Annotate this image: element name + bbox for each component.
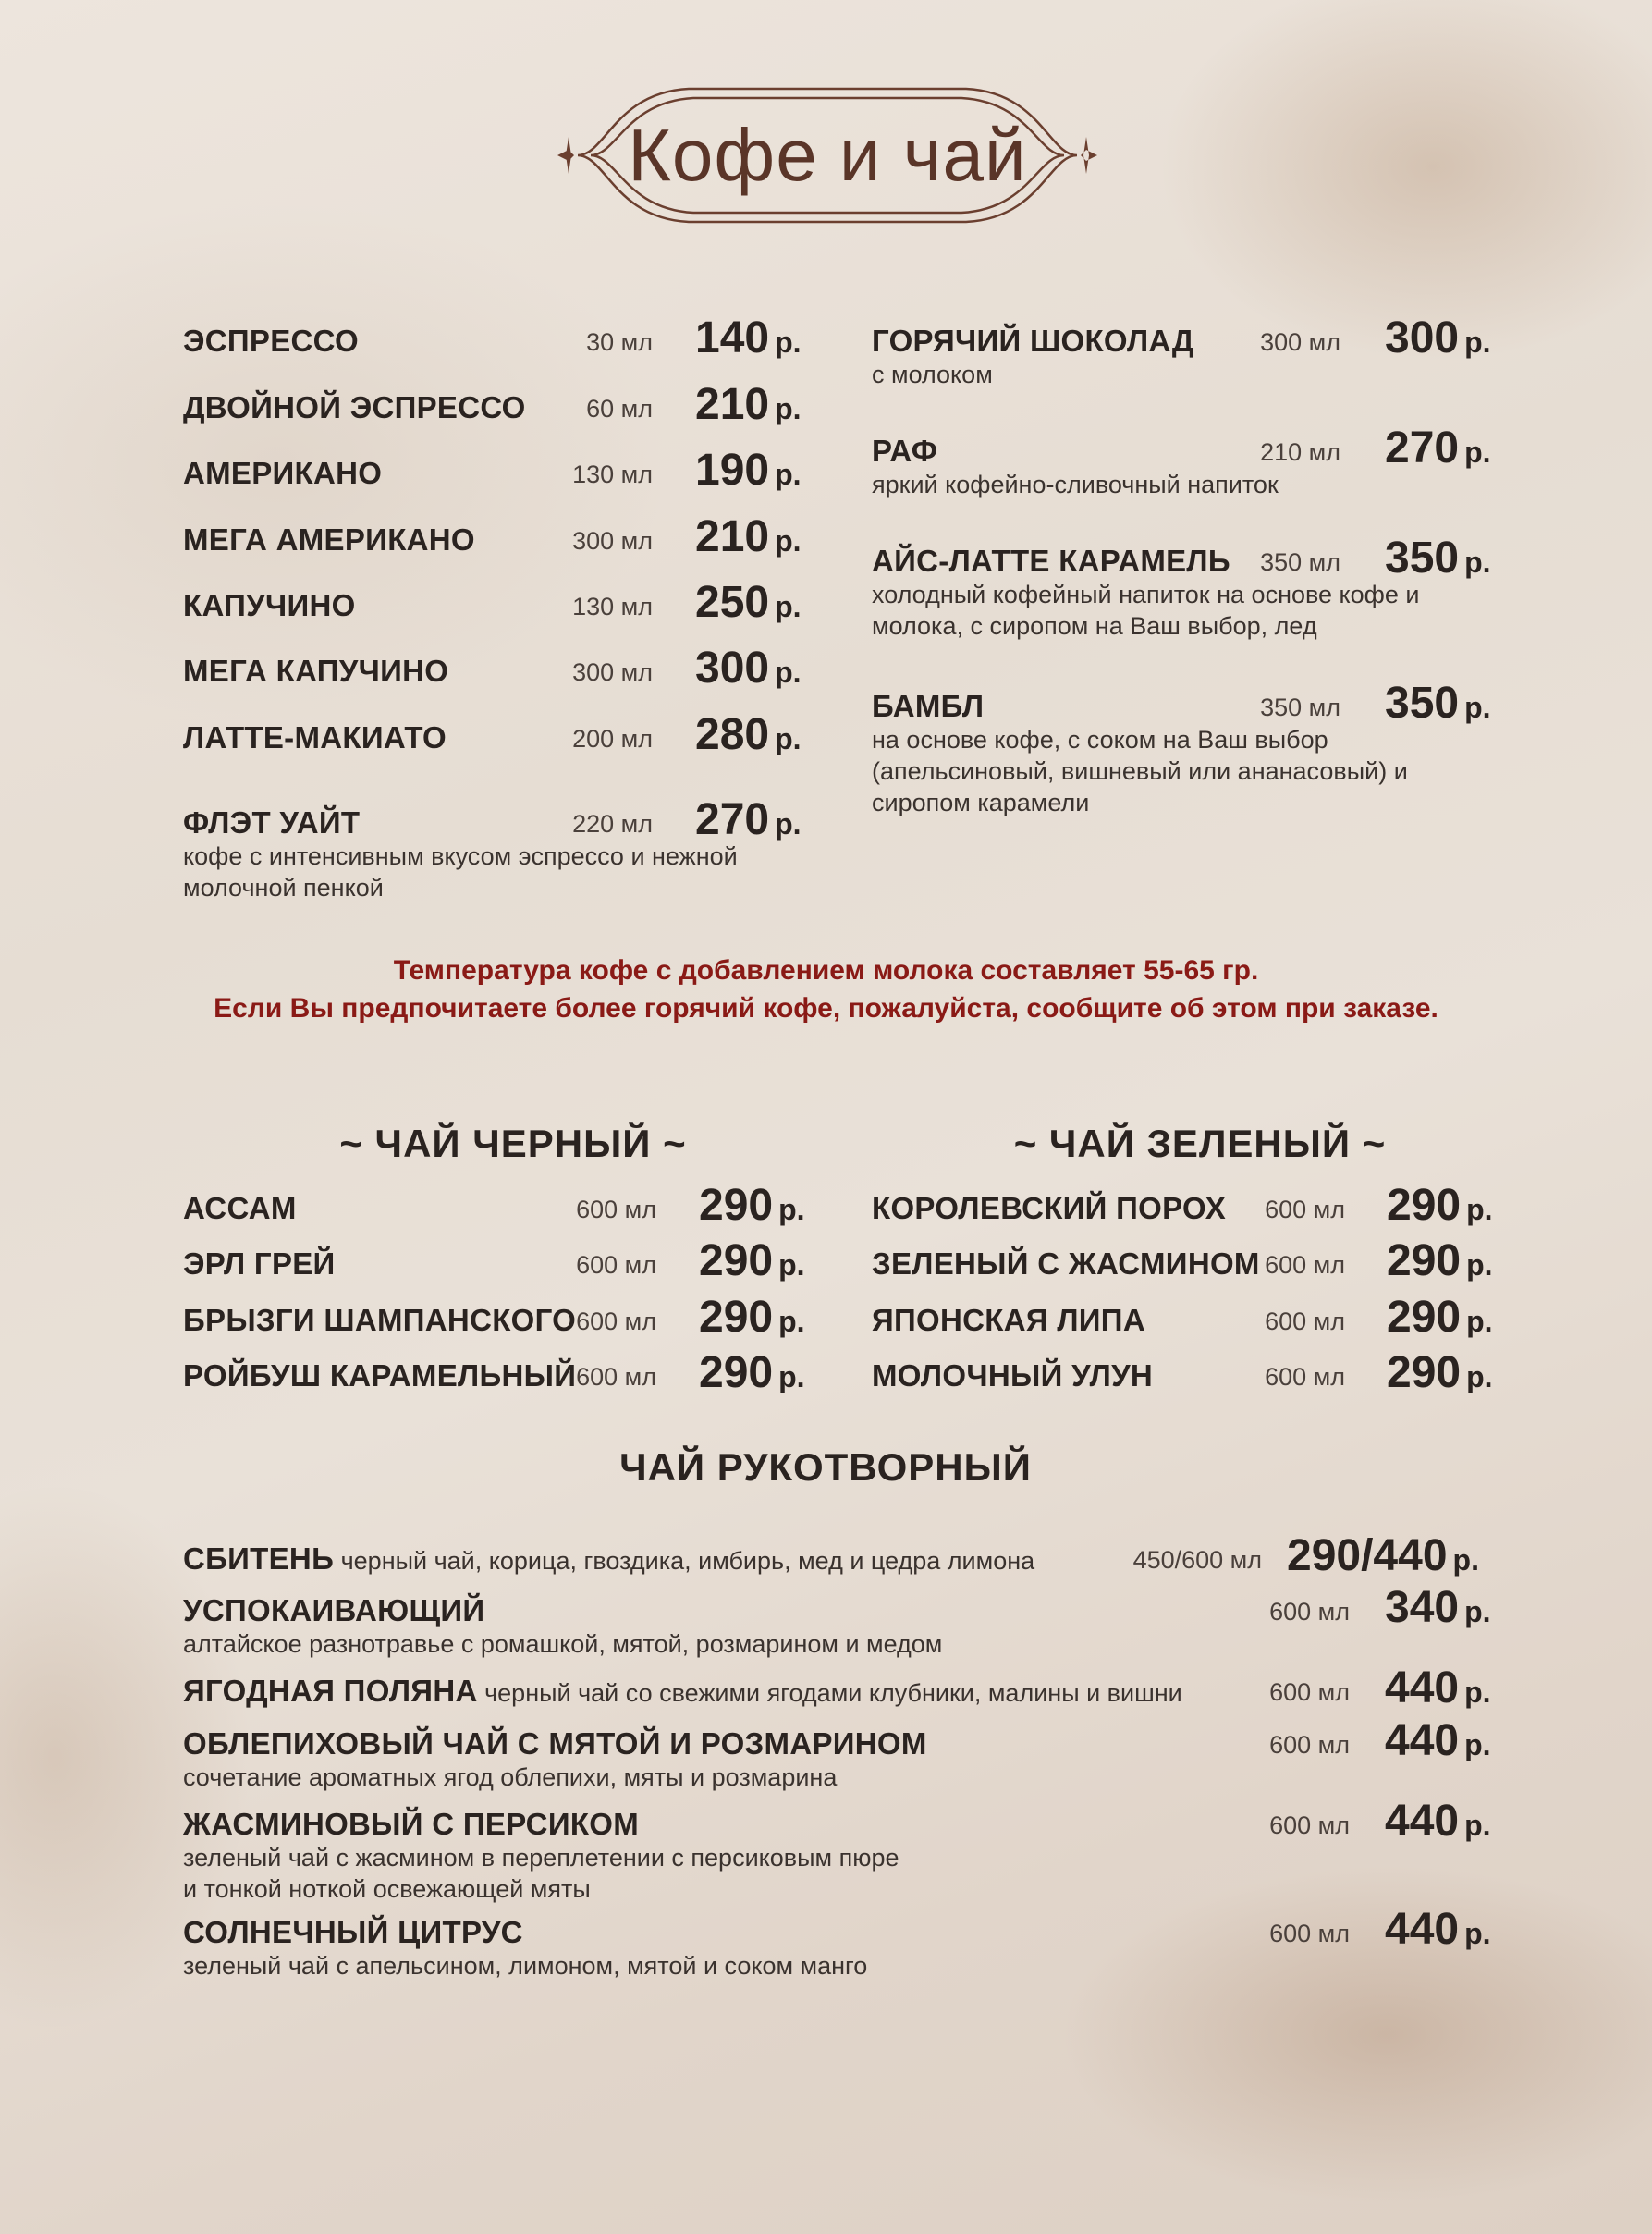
item-volume: 600 мл [1269, 1811, 1350, 1839]
price-value: 350 [1385, 534, 1460, 583]
green-tea-title: ~ ЧАЙ ЗЕЛЕНЫЙ ~ [1013, 1122, 1387, 1165]
item-price [1387, 1180, 1493, 1231]
price-currency: р. [1464, 436, 1491, 469]
item-description: (апельсиновый, вишневый или ананасовый) и [872, 757, 1408, 785]
item-name: АМЕРИКАНО [183, 456, 383, 490]
price-currency: р. [1466, 1248, 1493, 1282]
item-volume: 600 мл [576, 1196, 656, 1223]
item-volume: 220 мл [572, 810, 653, 838]
price-value: 190 [695, 446, 770, 495]
item-volume: 600 мл [1265, 1251, 1345, 1279]
price-currency: р. [1466, 1305, 1493, 1338]
item-price [695, 445, 802, 496]
price-value: 290/440 [1287, 1531, 1448, 1580]
item-volume: 300 мл [1260, 328, 1340, 356]
item-price [1385, 1582, 1491, 1633]
item-name: БРЫЗГИ ШАМПАНСКОГО [183, 1303, 577, 1337]
item-name: АССАМ [183, 1191, 297, 1225]
item-price [1387, 1347, 1493, 1398]
item-name: МЕГА АМЕРИКАНО [183, 522, 475, 557]
item-description: зеленый чай с апельсином, лимоном, мятой и соком манго [183, 1952, 868, 1980]
price-currency: р. [778, 1193, 805, 1226]
price-value: 290 [1387, 1293, 1462, 1342]
item-price [699, 1292, 805, 1343]
item-price [1385, 1904, 1491, 1955]
price-value: 300 [1385, 313, 1460, 362]
item-price [695, 511, 802, 562]
item-price [1387, 1235, 1493, 1286]
item-name: ГОРЯЧИЙ ШОКОЛАД [872, 324, 1194, 358]
price-currency: р. [1464, 1917, 1491, 1950]
item-volume: 600 мл [1269, 1731, 1350, 1759]
price-currency: р. [1464, 1809, 1491, 1842]
price-value: 290 [699, 1348, 774, 1397]
item-name: ФЛЭТ УАЙТ [183, 805, 361, 840]
item-description: с молоком [872, 361, 993, 388]
price-value: 270 [1385, 423, 1460, 473]
price-value: 290 [1387, 1181, 1462, 1230]
item-volume: 600 мл [1269, 1920, 1350, 1947]
item-volume: 300 мл [572, 658, 653, 686]
item-description: сиропом карамели [872, 789, 1090, 816]
item-name: ЗЕЛЕНЫЙ С ЖАСМИНОМ [872, 1246, 1260, 1281]
price-value: 350 [1385, 679, 1460, 728]
item-description: молочной пенкой [183, 874, 384, 902]
item-volume: 600 мл [576, 1363, 656, 1391]
price-currency: р. [1464, 1728, 1491, 1761]
item-description: молока, с сиропом на Ваш выбор, лед [872, 612, 1317, 640]
item-name: РАФ [872, 434, 938, 468]
item-price [699, 1347, 805, 1398]
item-volume: 350 мл [1260, 548, 1340, 576]
price-value: 440 [1385, 1716, 1460, 1765]
item-price [695, 794, 802, 845]
item-price [1385, 1663, 1491, 1713]
item-volume: 600 мл [1265, 1196, 1345, 1223]
item-volume: 600 мл [1269, 1598, 1350, 1626]
item-name: ЯПОНСКАЯ ЛИПА [872, 1303, 1145, 1337]
price-value: 290 [699, 1293, 774, 1342]
item-description: зеленый чай с жасмином в переплетении с персиковым пюре [183, 1844, 899, 1872]
price-currency: р. [775, 458, 802, 491]
item-price [1287, 1530, 1479, 1581]
price-value: 210 [695, 512, 770, 561]
item-name: РОЙБУШ КАРАМЕЛЬНЫЙ [183, 1358, 577, 1393]
price-currency: р. [775, 524, 802, 558]
item-volume: 450/600 мл [1132, 1546, 1262, 1574]
item-name: УСПОКАИВАЮЩИЙ [183, 1593, 485, 1627]
item-volume: 30 мл [586, 328, 653, 356]
black-tea-title: ~ ЧАЙ ЧЕРНЫЙ ~ [339, 1122, 687, 1165]
item-volume: 210 мл [1260, 438, 1340, 466]
item-price [1385, 423, 1491, 473]
price-currency: р. [1464, 546, 1491, 579]
item-price [1385, 1796, 1491, 1847]
price-value: 440 [1385, 1797, 1460, 1846]
price-value: 290 [699, 1181, 774, 1230]
item-description: холодный кофейный напиток на основе кофе и [872, 581, 1420, 608]
price-value: 140 [695, 313, 770, 362]
price-value: 210 [695, 380, 770, 429]
price-currency: р. [775, 656, 802, 689]
handmade-tea-title: ЧАЙ РУКОТВОРНЫЙ [619, 1445, 1032, 1489]
item-price [699, 1180, 805, 1231]
item-name: ДВОЙНОЙ ЭСПРЕССО [183, 390, 526, 424]
price-currency: р. [775, 325, 802, 359]
item-name: ЭРЛ ГРЕЙ [183, 1246, 336, 1281]
price-currency: р. [775, 392, 802, 425]
item-name: МЕГА КАПУЧИНО [183, 654, 449, 688]
item-name: АЙС-ЛАТТЕ КАРАМЕЛЬ [872, 544, 1230, 578]
item-volume: 130 мл [572, 593, 653, 620]
item-volume: 200 мл [572, 725, 653, 753]
item-volume: 350 мл [1260, 694, 1340, 721]
price-currency: р. [1466, 1193, 1493, 1226]
price-currency: р. [775, 722, 802, 755]
item-volume: 600 мл [1265, 1307, 1345, 1335]
item-volume: 600 мл [576, 1251, 656, 1279]
item-description: кофе с интенсивным вкусом эспрессо и нежной [183, 842, 738, 870]
notice-line-2: Если Вы предпочитаете более горячий кофе, пожалуйста, сообщите об этом при заказе. [214, 993, 1438, 1024]
title-frame [550, 72, 1105, 239]
price-currency: р. [775, 807, 802, 841]
item-price [1385, 678, 1491, 729]
item-name: ОБЛЕПИХОВЫЙ ЧАЙ С МЯТОЙ И РОЗМАРИНОМ [183, 1726, 927, 1761]
price-currency: р. [1464, 691, 1491, 724]
item-price [1385, 1715, 1491, 1766]
item-name: КАПУЧИНО [183, 588, 356, 622]
item-name: СБИТЕНЬ черный чай, корица, гвоздика, имбирь, мед и цедра лимона [183, 1541, 1035, 1576]
item-description: яркий кофейно-сливочный напиток [872, 471, 1279, 498]
price-value: 440 [1385, 1663, 1460, 1712]
price-currency: р. [1466, 1360, 1493, 1393]
item-price [695, 709, 802, 760]
notice-line-1: Температура кофе с добавлением молока составляет 55-65 гр. [393, 955, 1259, 986]
item-volume: 600 мл [1269, 1678, 1350, 1706]
price-currency: р. [775, 590, 802, 623]
item-volume: 130 мл [572, 460, 653, 488]
price-currency: р. [1452, 1543, 1479, 1577]
item-description: алтайское разнотравье с ромашкой, мятой, розмарином и медом [183, 1630, 943, 1658]
item-inline-description: черный чай, корица, гвоздика, имбирь, мед и цедра лимона [334, 1547, 1035, 1575]
item-name: СОЛНЕЧНЫЙ ЦИТРУС [183, 1915, 523, 1949]
item-price [699, 1235, 805, 1286]
item-name: ЯГОДНАЯ ПОЛЯНА черный чай со свежими ягодами клубники, малины и вишни [183, 1674, 1182, 1708]
item-name: ЛАТТЕ-МАКИАТО [183, 720, 447, 755]
item-name: КОРОЛЕВСКИЙ ПОРОХ [872, 1191, 1227, 1225]
price-value: 280 [695, 710, 770, 759]
item-name: МОЛОЧНЫЙ УЛУН [872, 1358, 1154, 1393]
item-volume: 600 мл [1265, 1363, 1345, 1391]
item-price [695, 313, 802, 363]
price-value: 340 [1385, 1583, 1460, 1632]
price-value: 290 [699, 1236, 774, 1285]
item-volume: 60 мл [586, 395, 653, 423]
item-price [695, 577, 802, 628]
item-name: БАМБЛ [872, 689, 985, 723]
price-value: 300 [695, 644, 770, 693]
price-currency: р. [1464, 1595, 1491, 1628]
price-currency: р. [1464, 325, 1491, 359]
item-volume: 600 мл [576, 1307, 656, 1335]
price-currency: р. [778, 1248, 805, 1282]
item-price [1385, 313, 1491, 363]
item-volume: 300 мл [572, 527, 653, 555]
item-description: на основе кофе, с соком на Ваш выбор [872, 726, 1328, 754]
price-value: 250 [695, 578, 770, 627]
price-value: 290 [1387, 1236, 1462, 1285]
page-title: Кофе и чай [628, 114, 1027, 196]
item-name: ЭСПРЕССО [183, 324, 359, 358]
price-currency: р. [1464, 1676, 1491, 1709]
price-value: 440 [1385, 1905, 1460, 1954]
item-name: ЖАСМИНОВЫЙ С ПЕРСИКОМ [183, 1807, 640, 1841]
item-description: и тонкой ноткой освежающей мяты [183, 1875, 591, 1903]
price-currency: р. [778, 1360, 805, 1393]
item-price [695, 379, 802, 430]
item-inline-description: черный чай со свежими ягодами клубники, малины и вишни [477, 1679, 1182, 1707]
price-value: 290 [1387, 1348, 1462, 1397]
item-price [695, 643, 802, 694]
price-currency: р. [778, 1305, 805, 1338]
item-price [1387, 1292, 1493, 1343]
item-price [1385, 533, 1491, 583]
price-value: 270 [695, 795, 770, 844]
item-description: сочетание ароматных ягод облепихи, мяты и розмарина [183, 1763, 838, 1791]
